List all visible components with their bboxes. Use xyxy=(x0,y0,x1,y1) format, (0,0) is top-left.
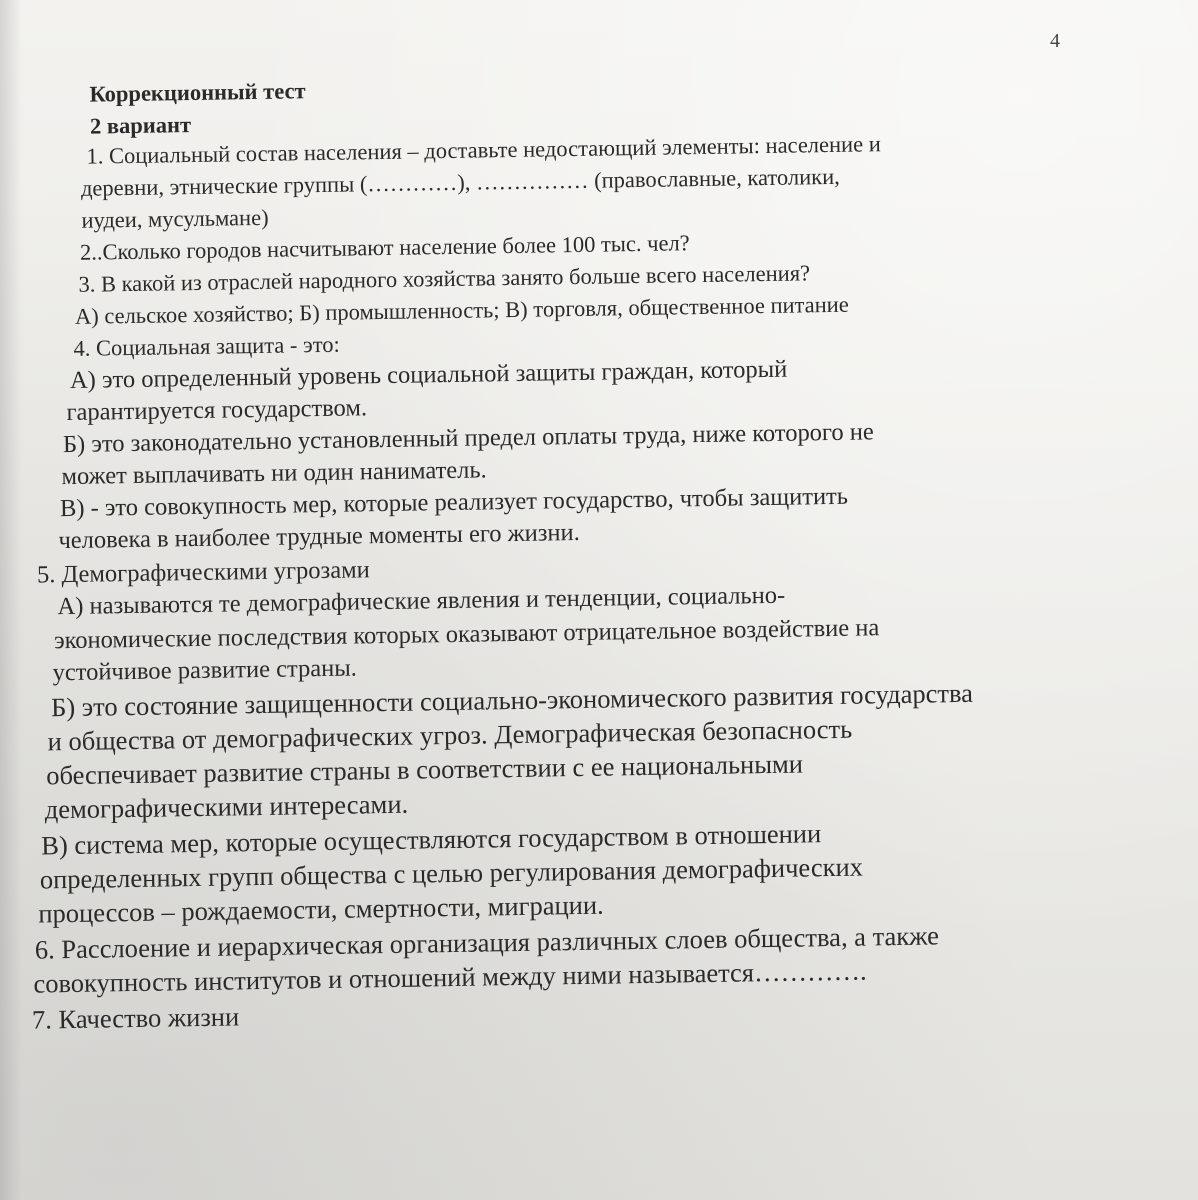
document-title: Коррекционный тест xyxy=(89,78,306,107)
text-line: 3. В какой из отраслей народного хозяйства занято больше всего населения? xyxy=(78,260,811,297)
text-line: человека в наиболее трудные моменты его жизни. xyxy=(58,518,580,555)
text-line: В) - это совокупность мер, которые реализует государство, чтобы защитить xyxy=(59,482,849,523)
text-line: 2..Сколько городов насчитывают население более 100 тыс. чел? xyxy=(79,230,690,265)
text-line: демографическими интересами. xyxy=(44,788,409,825)
text-line: Б) это состояние защищенности социально-экономического развития государства xyxy=(50,677,974,723)
text-line: экономические последствия которых оказывают отрицательное воздействие на xyxy=(53,614,880,655)
text-line: 7. Качество жизни xyxy=(31,1001,240,1035)
text-line: 5. Демографическими угрозами xyxy=(36,556,370,589)
text-line: А) называются те демографические явления и тенденции, социально- xyxy=(57,581,786,621)
text-line: процессов – рождаемости, смертности, миграции. xyxy=(38,889,604,929)
text-line: 1. Социальный состав населения – доставьте недостающий элементы: население и xyxy=(86,131,881,169)
text-line: определенных групп общества с целью регулирования демографических xyxy=(39,851,864,895)
text-line: А) это определенный уровень социальной защиты граждан, который xyxy=(69,355,788,394)
text-line: гарантируется государством. xyxy=(66,394,368,427)
text-line: А) сельское хозяйство; Б) промышленность; В) торговля, общественное питание xyxy=(74,291,849,329)
text-line: 4. Социальная защита - это: xyxy=(73,331,340,361)
text-line: может выплачивать ни один наниматель. xyxy=(61,456,487,491)
text-line: Б) это законодательно установленный предел оплаты труда, ниже которого не xyxy=(62,418,874,459)
variant-label: 2 вариант xyxy=(89,112,192,139)
text-line: деревни, этнические группы (…………), …………… (православные, католики, xyxy=(80,163,840,201)
text-line: иудеи, мусульмане) xyxy=(81,204,269,233)
text-line: и общества от демографических угроз. Демографическая безопасность xyxy=(47,713,853,757)
text-line: В) система мер, которые осуществляются государством в отношении xyxy=(41,818,822,861)
page-number: 4 xyxy=(1050,30,1060,52)
text-line: обеспечивает развитие страны в соответствии с ее национальными xyxy=(45,748,804,791)
text-line: 6. Расслоение и иерархическая организация различных слоев общества, а также xyxy=(34,920,940,965)
text-line: совокупность институтов и отношений между ними называется…………. xyxy=(33,955,867,999)
text-line: устойчивое развитие страны. xyxy=(52,654,358,687)
